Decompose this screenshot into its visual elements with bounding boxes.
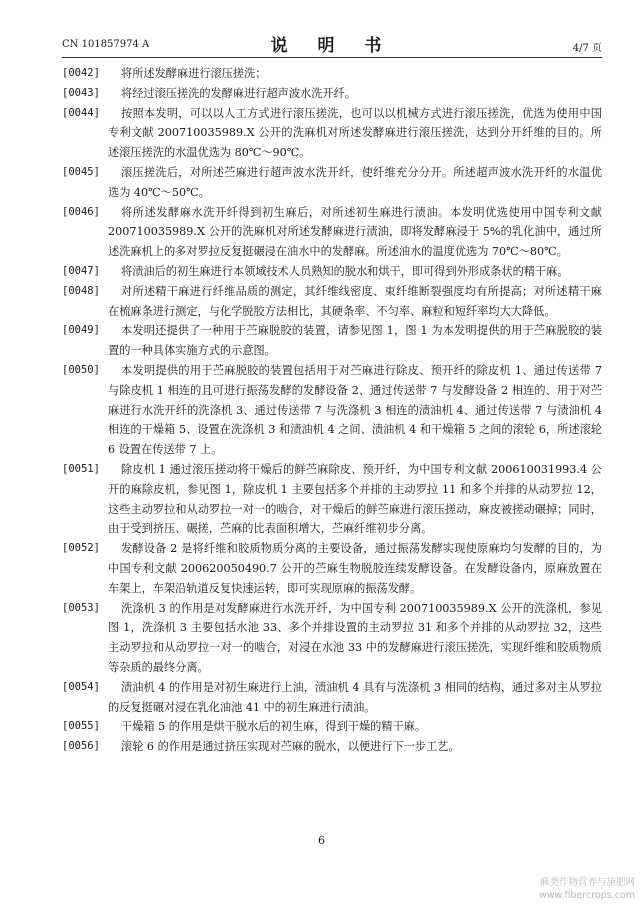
paragraph-number: [0051] xyxy=(62,462,100,475)
paragraph-text: 发酵设备 2 是将纤维和胶质物质分离的主要设备，通过振荡发酵实现使原麻均匀发酵的目的，为中国专利文献 200620050490.7 公开的苎麻生物脱胶连续发酵设备。在发酵设备内，原麻放置在车架上，车架沿轨道反复快速运转，即可实现原麻的振荡发酵。 xyxy=(108,542,602,595)
paragraph-number: [0054] xyxy=(62,680,100,693)
paragraph xyxy=(62,460,602,539)
paragraph-text: 滚轮 6 的作用是通过挤压实现对苎麻的脱水，以便进行下一步工艺。 xyxy=(121,740,460,754)
paragraph-number: [0042] xyxy=(62,67,100,79)
paragraph-text: 滚压搓洗后，对所述苎麻进行超声波水洗开纤，使纤维充分分开。所述超声波水洗开纤的水温优选为 40℃～50℃。 xyxy=(108,165,602,199)
paragraph xyxy=(62,539,602,598)
paragraph-number: [0048] xyxy=(62,284,100,297)
paragraph-text: 本发明还提供了一种用于苎麻脱胶的装置，请参见图 1，图 1 为本发明提供的用于苎麻脱胶的装置的一种具体实施方式的示意图。 xyxy=(108,324,602,358)
paragraph xyxy=(62,84,602,104)
paragraph-number: [0044] xyxy=(62,106,100,119)
paragraph xyxy=(62,717,602,737)
paragraph-text: 将所述发酵麻水洗开纤得到初生麻后，对所述初生麻进行渍油。本发明优选使用中国专利文献 200710035989.X 公开的洗麻机对所述发酵麻进行渍油，即将发酵麻浸于 5%的乳化油中，通过所述洗麻机上的多对罗拉反复挺碾浸在油水中的发酵麻。所述油水的温度优选为 70℃～80℃。 xyxy=(108,205,602,259)
watermark-url: www.fibercrops.com xyxy=(538,890,635,901)
document-body xyxy=(62,64,602,757)
paragraph xyxy=(62,104,602,163)
paragraph xyxy=(62,737,602,757)
paragraph xyxy=(62,282,602,322)
document-title: 说 明 书 xyxy=(270,36,394,56)
paragraph-text: 将所述发酵麻进行滚压搓洗； xyxy=(121,67,267,80)
paragraph-number: [0043] xyxy=(62,86,100,99)
patent-number: CN 101857974 A xyxy=(62,39,150,50)
paragraph-number: [0052] xyxy=(62,542,100,555)
paragraph-text: 洗涤机 3 的作用是对发酵麻进行水洗开纤，为中国专利 200710035989.X 公开的洗涤机，参见图 1，洗涤机 3 主要包括水池 33、多个并排设置的主动罗拉 31 和多个并排的从动罗拉 32，这些主动罗拉和从动罗拉一对一的啮合，对浸在水池 33 中的发酵麻进行滚压搓洗，实现纤维和胶质物质等杂质的最终分离。 xyxy=(108,601,602,674)
paragraph-number: [0046] xyxy=(62,205,100,218)
paragraph-text: 干燥箱 5 的作用是烘干脱水后的初生麻，得到干燥的精干麻。 xyxy=(121,720,427,734)
paragraph-text: 将经过滚压搓洗的发酵麻进行超声波水洗开纤。 xyxy=(121,86,356,100)
paragraph-number: [0055] xyxy=(62,720,100,733)
paragraph-text: 按照本发明，可以以人工方式进行滚压搓洗，也可以以机械方式进行滚压搓洗，优选为使用中国专利文献 200710035989.X 公开的洗麻机对所述发酵麻进行滚压搓洗，达到分开纤维的目的。所述滚压搓洗的水温优选为 80℃～90℃。 xyxy=(108,106,602,160)
paragraph xyxy=(62,262,602,282)
paragraph xyxy=(62,678,602,718)
paragraph-number: [0045] xyxy=(62,165,100,178)
page-header xyxy=(62,31,602,56)
paragraph xyxy=(62,163,602,203)
paragraph-text: 本发明提供的用于苎麻脱胶的装置包括用于对苎麻进行除皮、预开纤的除皮机 1、通过传送带 7 与除皮机 1 相连的且可进行振荡发酵的发酵设备 2、通过传送带 7 与发酵设备 2 相连的、用于对苎麻进行水洗开纤的洗涤机 3、通过传送带 7 与洗涤机 3 相连的渍油机 4、通过传送带 7 与渍油机 4 相连的干燥箱 5、设置在洗涤机 3 和渍油机 4 之间、渍油机 4 和干燥箱 5 之间的滚轮 6，所述滚轮 6 设置在传送带 7 上。 xyxy=(108,363,602,457)
page-number: 6 xyxy=(318,834,325,847)
header-rule xyxy=(62,57,602,58)
paragraph xyxy=(62,203,602,262)
paragraph-number: [0053] xyxy=(62,601,100,614)
paragraph-number: [0056] xyxy=(62,740,100,753)
paragraph xyxy=(62,64,602,84)
paragraph-text: 除皮机 1 通过滚压搓动将干燥后的鲜苎麻除皮、预开纤，为中国专利文献 200610031993.4 公开的麻除皮机，参见图 1，除皮机 1 主要包括多个并排的主动罗拉 11 和多个并排的从动罗拉 12，这些主动罗拉和从动罗拉一对一的啮合，对干燥后的鲜苎麻进行滚压搓动，麻皮被搓动碾掉；同时，由于受到挤压、碾搓，苎麻的比表面积增大，苎麻纤维初步分离。 xyxy=(108,462,602,536)
paragraph-text: 渍油机 4 的作用是对初生麻进行上油，渍油机 4 具有与洗涤机 3 相同的结构，通过多对主从罗拉的反复挺碾对浸在乳化油池 41 中的初生麻进行渍油。 xyxy=(108,680,602,714)
paragraph xyxy=(62,361,602,460)
paragraph-text: 将渍油后的初生麻进行本领域技术人员熟知的脱水和烘干，即可得到外形成条状的精干麻。 xyxy=(121,264,569,278)
paragraph xyxy=(62,599,602,678)
paragraph-number: [0047] xyxy=(62,264,100,277)
watermark xyxy=(539,876,635,902)
paragraph-number: [0049] xyxy=(62,324,100,337)
paragraph-number: [0050] xyxy=(62,363,100,376)
paragraph-text: 对所述精干麻进行纤维品质的测定，其纤维线密度、束纤维断裂强度均有所提高；对所述精干麻在梳麻条进行测定，与化学脱胶方法相比，其硬条率、不匀率、麻粒和短纤率均大大降低。 xyxy=(108,284,602,318)
paragraph xyxy=(62,321,602,361)
page-indicator: 4/7 页 xyxy=(572,43,602,54)
watermark-name: 麻类作物营养与施肥网 xyxy=(539,877,635,888)
